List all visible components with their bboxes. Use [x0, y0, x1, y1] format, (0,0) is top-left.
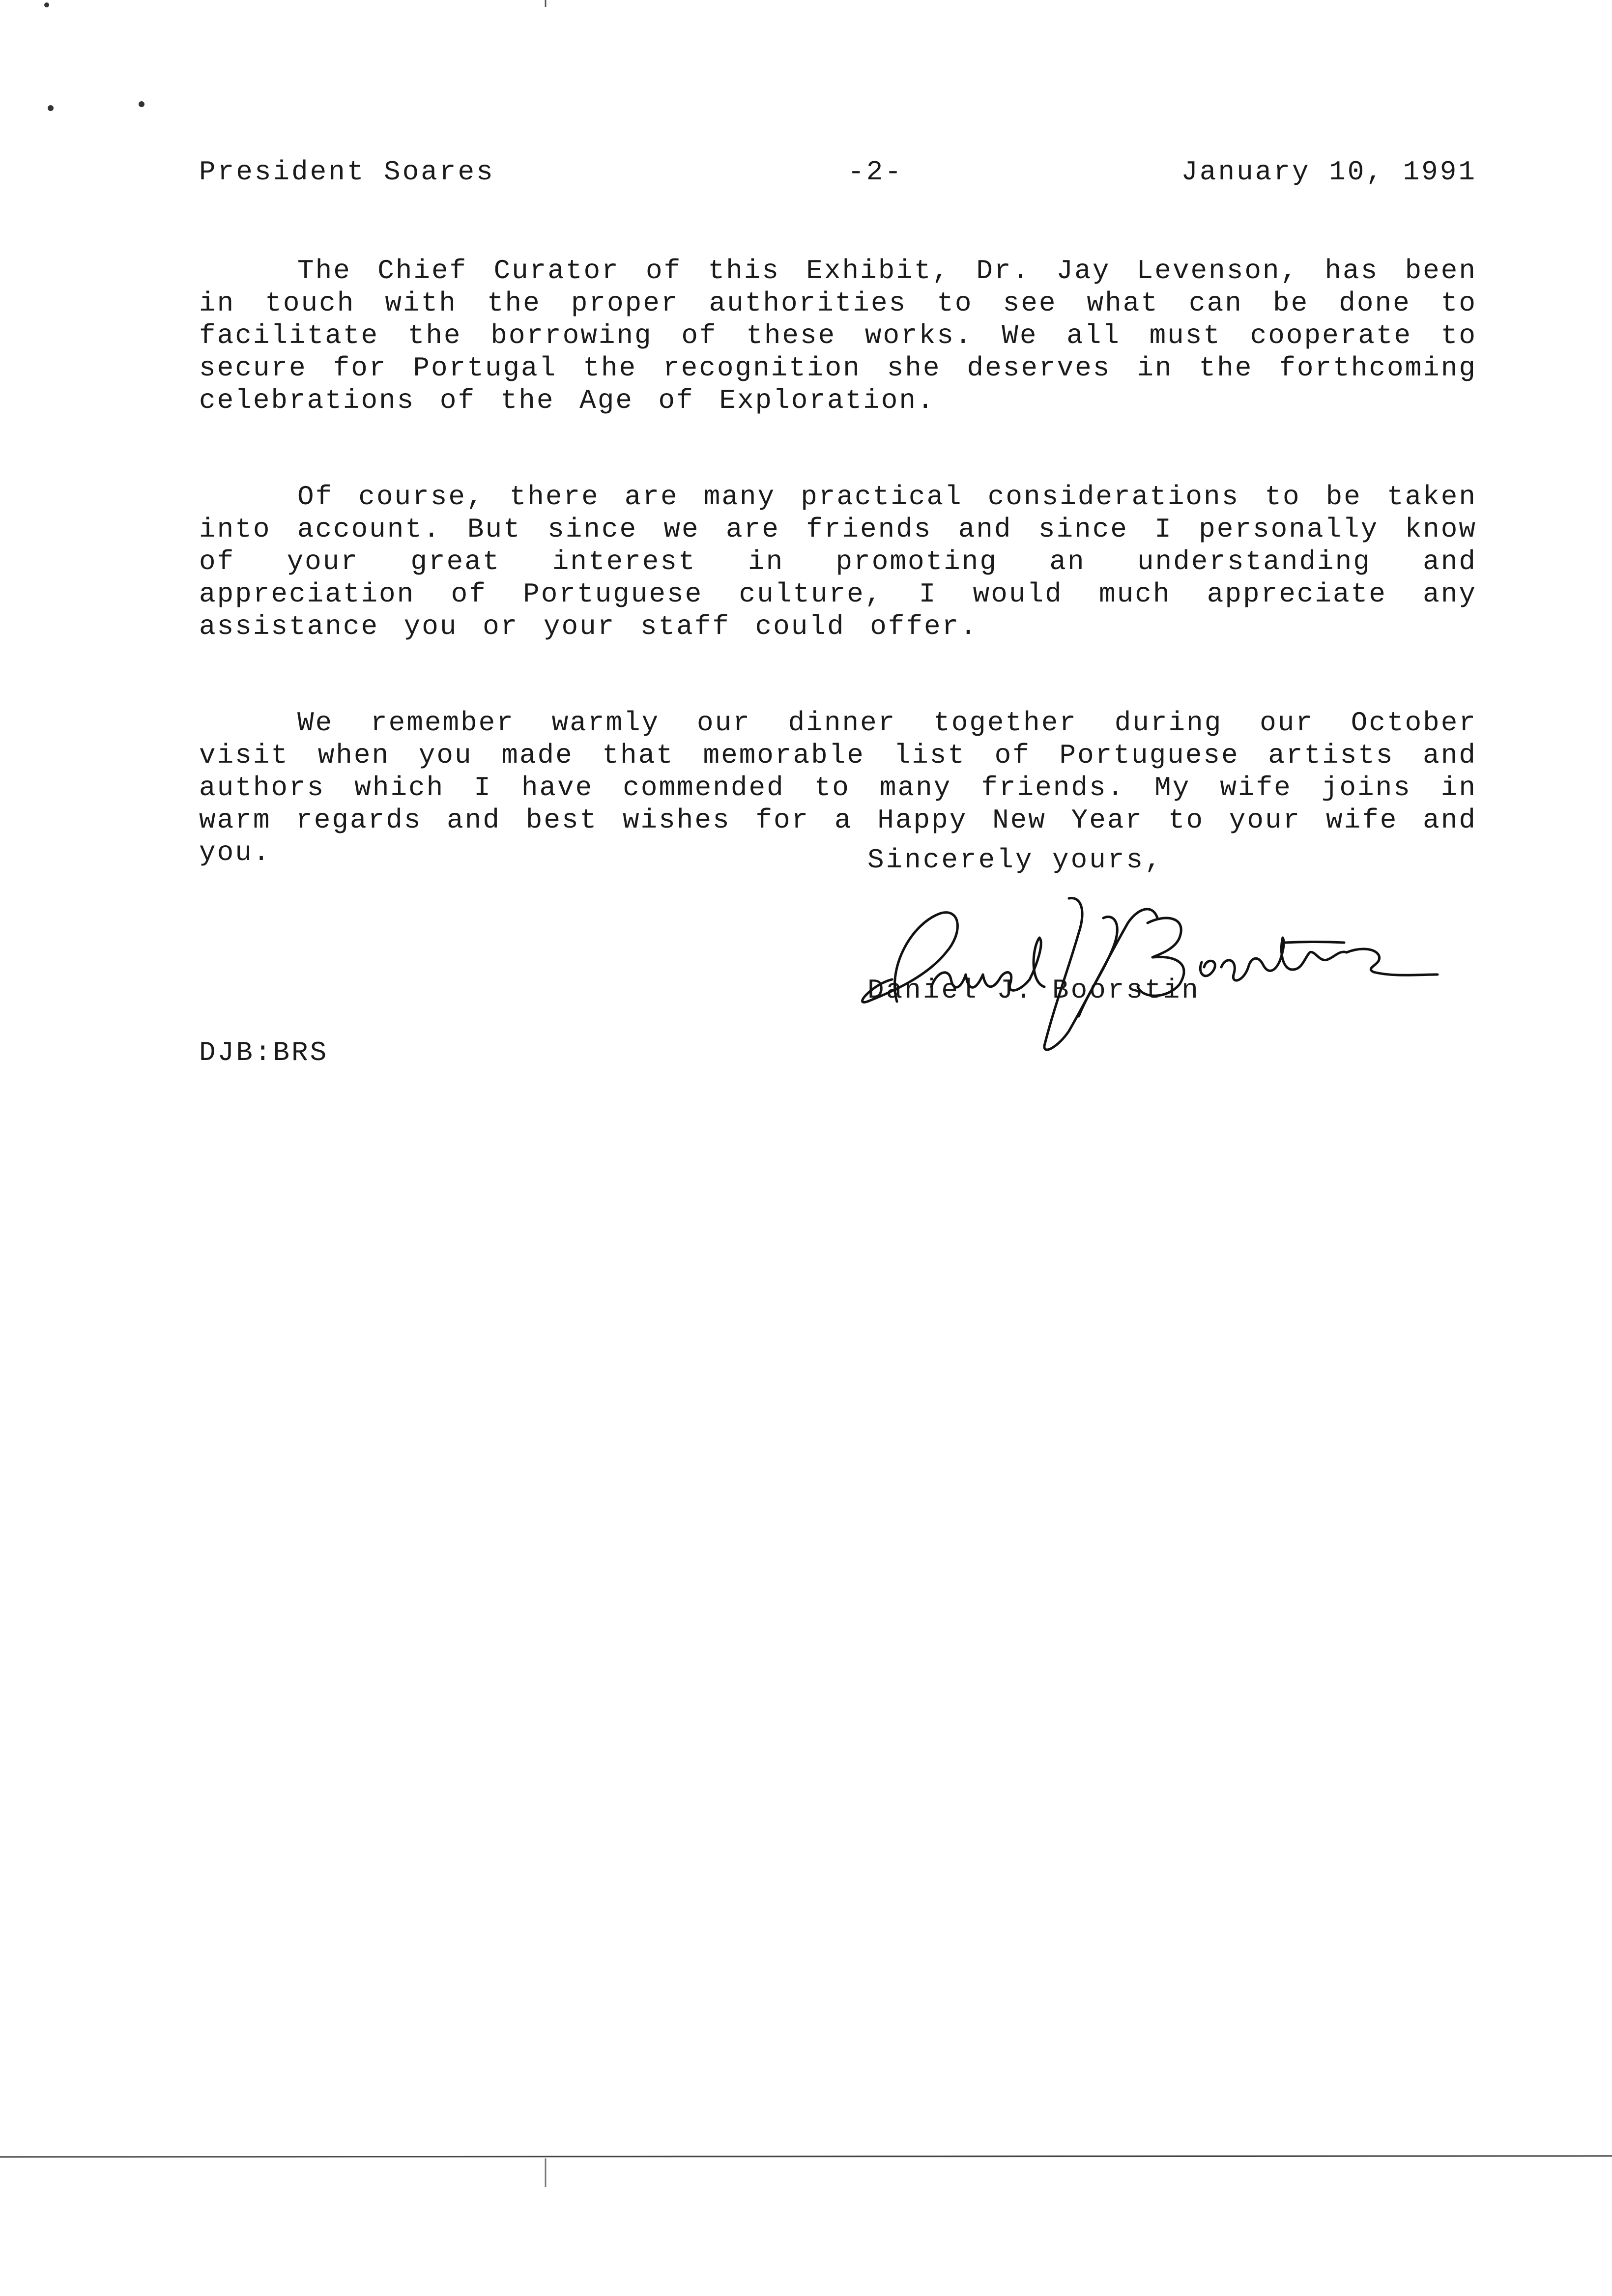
page-number: -2-	[848, 156, 903, 188]
letter-body	[199, 255, 1477, 933]
handwritten-signature	[813, 869, 1492, 1056]
footer-rule	[0, 2156, 1612, 2157]
signature-block	[867, 844, 1487, 1051]
body-paragraph: We remember warmly our dinner together during our October visit when you made that memorable list of Portuguese artists and authors which I have commended to many friends. My wife joins in warm regards and best wishes for a Happy New Year to your wife and you.	[199, 707, 1477, 868]
typist-initials: DJB:BRS	[199, 1037, 329, 1068]
closing-phrase: Sincerely yours,	[867, 844, 1163, 876]
letter-header	[199, 156, 1477, 196]
recipient-heading: President Soares	[199, 156, 495, 188]
letter-date: January 10, 1991	[1181, 156, 1477, 188]
body-paragraph: Of course, there are many practical considerations to be taken into account. But since we are friends and since I personally know of your great interest in promoting an understanding and appreciation of Portuguese culture, I would much appreciate any assistance you or your staff could offer.	[199, 481, 1477, 642]
signer-name: Daniel J. Boorstin	[867, 975, 1200, 1006]
body-paragraph: The Chief Curator of this Exhibit, Dr. Jay Levenson, has been in touch with the proper authorities to see what can be done to facilitate the borrowing of these works. We all must cooperate to secure for Portugal the recognition she deserves in the forthcoming celebrations of the Age of Exploration.	[199, 255, 1477, 416]
